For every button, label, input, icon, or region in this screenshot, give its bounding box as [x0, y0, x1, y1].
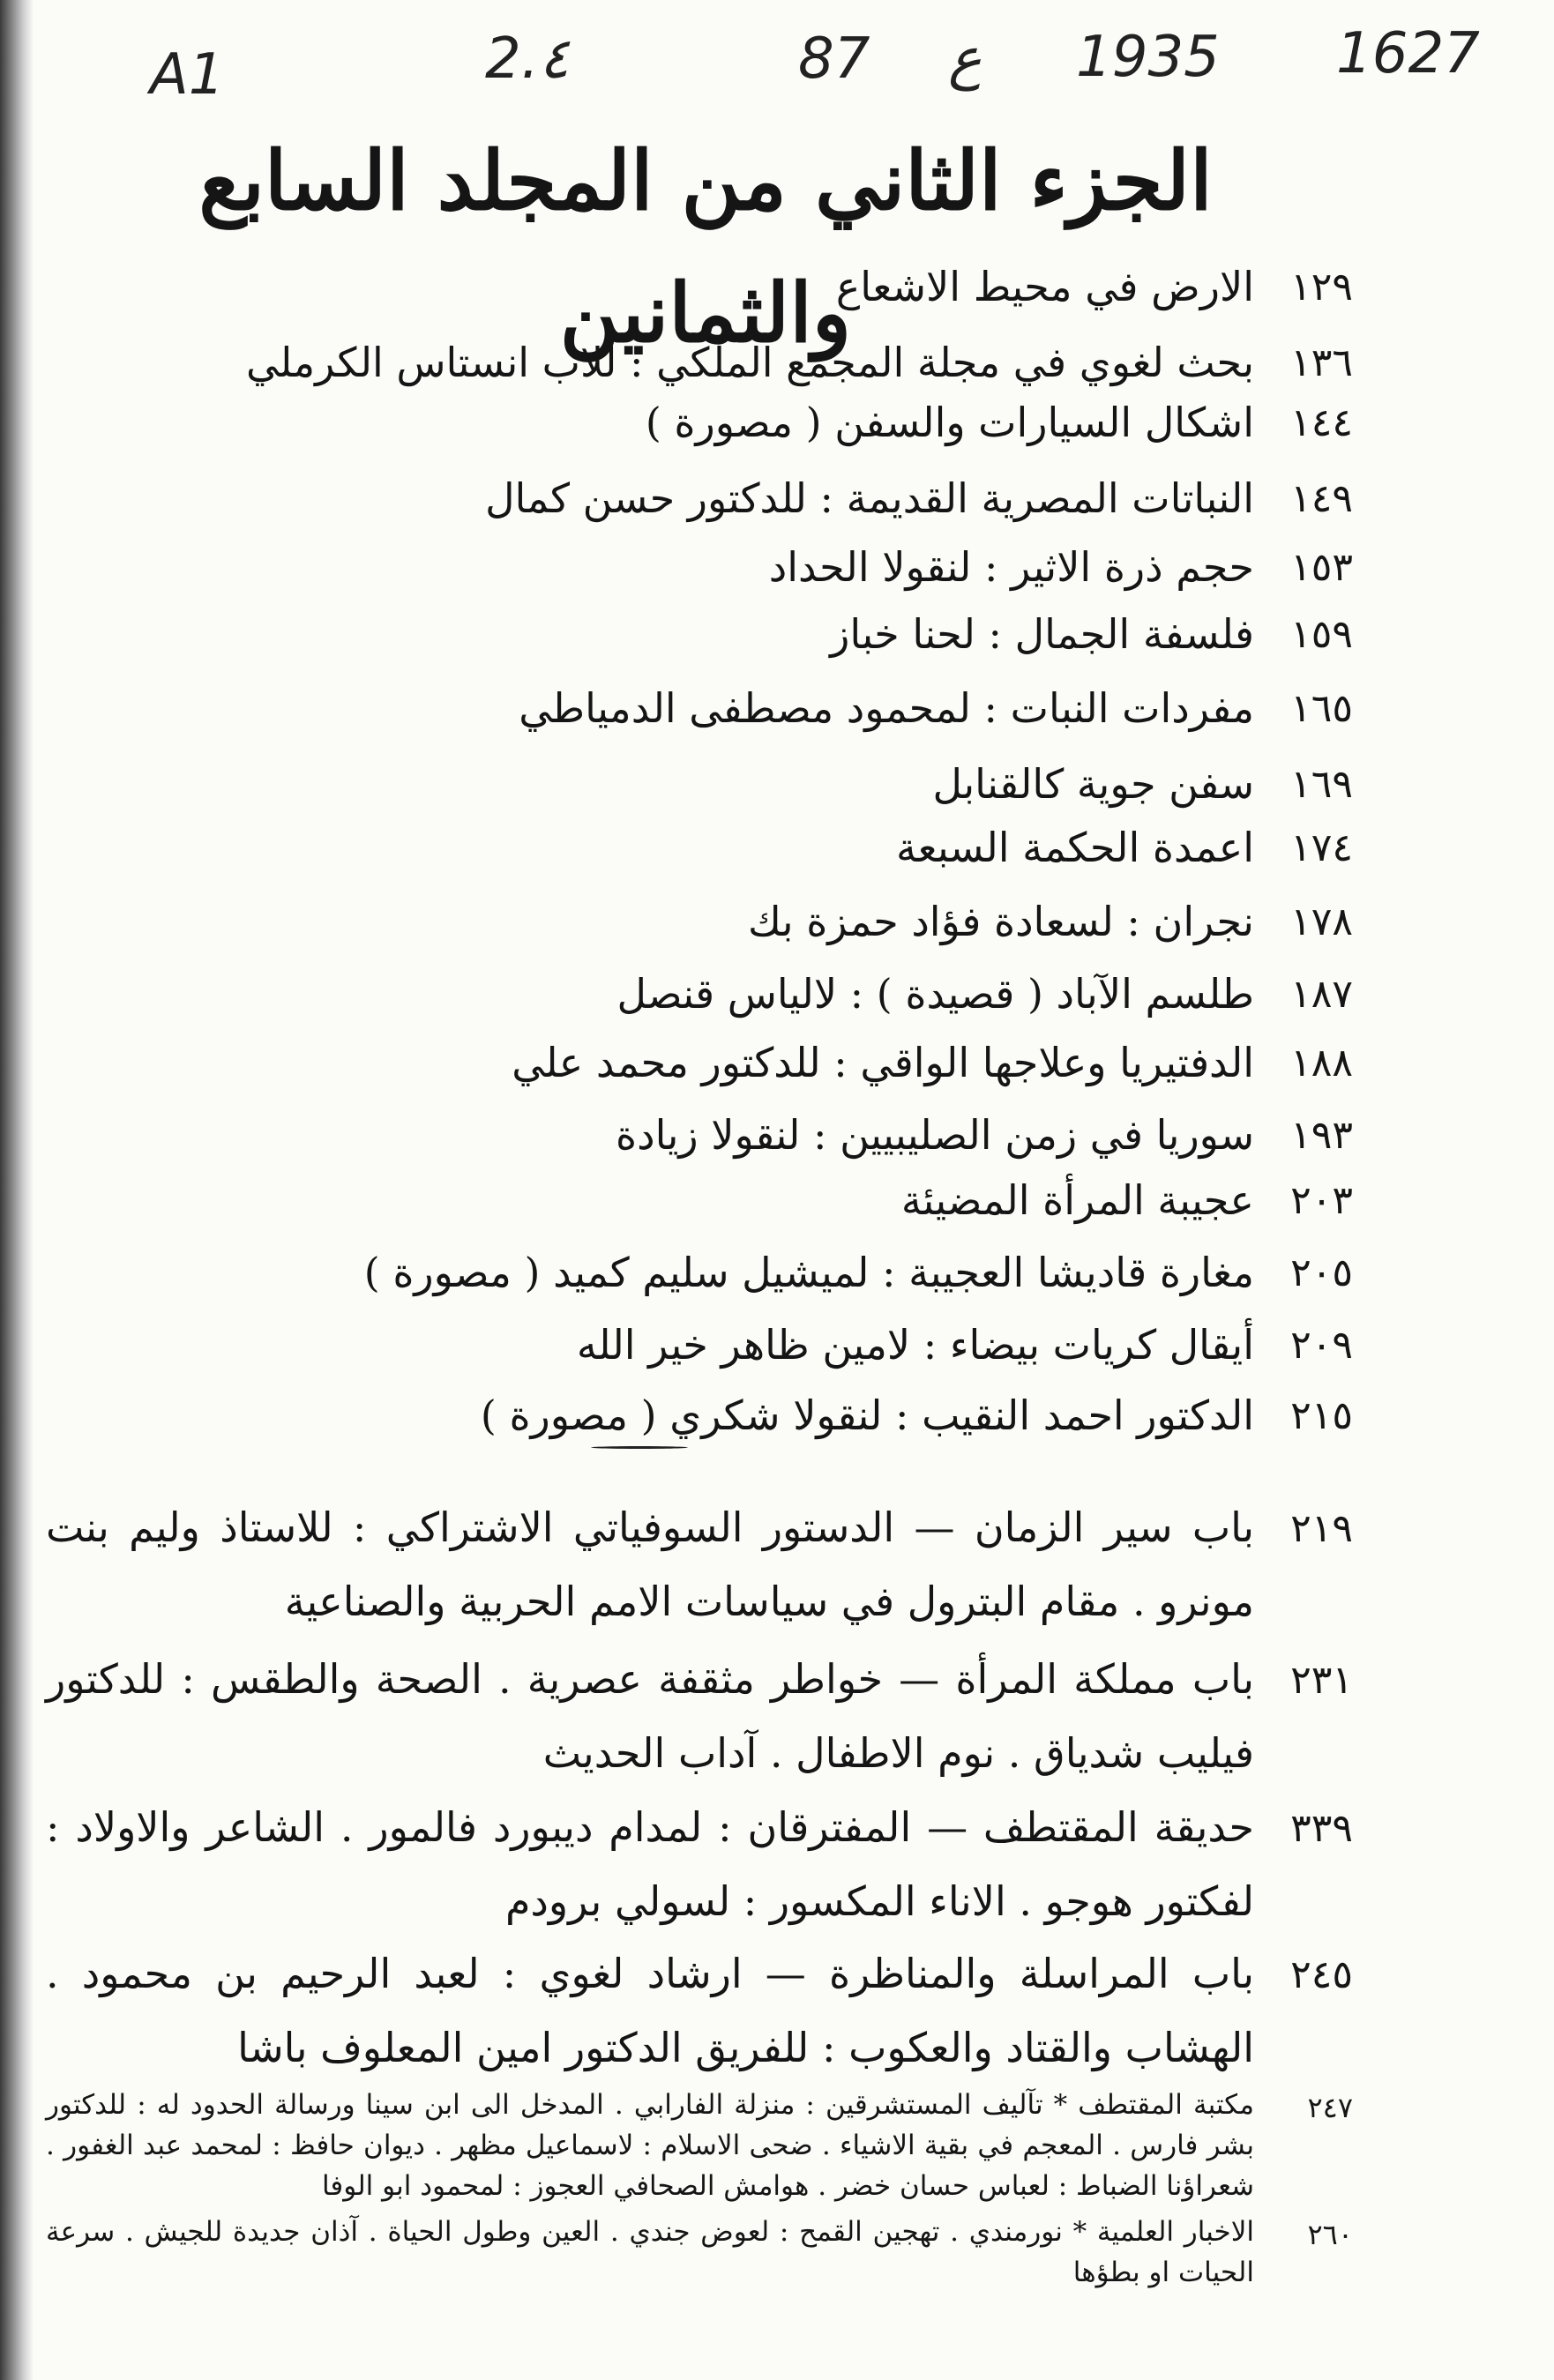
page-number: ١٣٦ — [1290, 340, 1353, 385]
entry-title: مفردات النبات : لمحمود مصطفى الدمياطي — [519, 684, 1254, 732]
page-number: ١٤٤ — [1290, 400, 1353, 445]
entry-title: سوريا في زمن الصليبيين : لنقولا زيادة — [615, 1111, 1254, 1159]
scan-edge-shadow — [0, 0, 34, 2380]
page-number: ١٩٣ — [1290, 1113, 1353, 1158]
page-number: ١٢٩ — [1290, 265, 1353, 310]
page-number: ٢٤٥ — [1290, 1952, 1353, 1997]
page-number: ١٥٩ — [1290, 612, 1353, 657]
entry-title: اشكال السيارات والسفن ( مصورة ) — [645, 399, 1254, 446]
entry-title: الدكتور احمد النقيب : لنقولا شكري ( مصورة ) — [480, 1391, 1254, 1439]
section-divider — [591, 1446, 688, 1449]
catalog-mark: 2.٤ — [485, 26, 570, 92]
entry-title: سفن جوية كالقنابل — [932, 760, 1254, 808]
page-number: ١٧٨ — [1290, 899, 1353, 944]
entry-title: اعمدة الحكمة السبعة — [895, 824, 1254, 871]
section-title: حديقة المقتطف — المفترقان : لمدام ديبورد فالمور . الشاعر والاولاد : لفكتور هوجو . الاناء المكسور : لسولي برودم — [46, 1803, 1254, 1925]
entry-title: مغارة قاديشا العجيبة : لميشيل سليم كميد ( مصورة ) — [363, 1249, 1254, 1296]
page-number: ٢٤٧ — [1307, 2091, 1353, 2124]
entry-title: الارض في محيط الاشعاع — [835, 263, 1254, 310]
entry-title: النباتات المصرية القديمة : للدكتور حسن كمال — [485, 474, 1254, 522]
catalog-mark: ع — [948, 26, 982, 92]
page-number: ١٤٩ — [1290, 476, 1353, 521]
page-number: ١٥٣ — [1290, 545, 1353, 590]
page-title: الجزء الثاني من المجلد السابع والثمانين — [198, 133, 1213, 361]
section-title: باب سير الزمان — الدستور السوفياتي الاشتراكي : للاستاذ وليم بنت مونرو . مقام البترول في سياسات الامم الحربية والصناعية — [46, 1503, 1254, 1625]
page-number: ٢٠٩ — [1290, 1323, 1353, 1368]
section-title: باب المراسلة والمناظرة — ارشاد لغوي : لعبد الرحيم بن محمود . الهشاب والقتاد والعكوب : للفريق الدكتور امين المعلوف باشا — [46, 1950, 1254, 2071]
entry-title: طلسم الآباد ( قصيدة ) : لالياس قنصل — [616, 970, 1254, 1018]
page-number: ١٧٤ — [1290, 825, 1353, 870]
section-title: الاخبار العلمية * نورمندي . تهجين القمح : لعوض جندي . العين وطول الحياة . آذان جديدة للجيش . سرعة الحيات او بطؤها — [46, 2216, 1254, 2288]
entry-title: حجم ذرة الاثير : لنقولا الحداد — [768, 543, 1254, 591]
page-number: ٣٣٩ — [1290, 1806, 1353, 1851]
page-number: ٢٦٠ — [1307, 2218, 1353, 2251]
entry-title: بحث لغوي في مجلة المجمع الملكي : للاب انستاس الكرملي — [245, 339, 1254, 386]
page-number: ٢٠٥ — [1290, 1250, 1353, 1295]
section-title: مكتبة المقتطف * تآليف المستشرقين : منزلة الفارابي . المدخل الى ابن سينا ورسالة الحدود له : للدكتور بشر فارس . المعجم في بقية الاشياء . ضحى الاسلام : لاسماعيل مظهر . ديوان حافظ : لمحمد عبد الغفور . شعراؤنا الضباط : لعباس حسان خضر . هوامش الصحافي العجوز : لمحمود ابو الوفا — [46, 2089, 1254, 2202]
page-number: ٢٠٣ — [1290, 1178, 1353, 1223]
section-title: باب مملكة المرأة — خواطر مثقفة عصرية . الصحة والطقس : للدكتور فيليب شدياق . نوم الاطفال . آداب الحديث — [46, 1655, 1254, 1777]
entry-title: فلسفة الجمال : لحنا خباز — [830, 610, 1254, 658]
page-number: ١٨٧ — [1290, 972, 1353, 1017]
catalog-mark: 1627 — [1336, 21, 1480, 86]
catalog-mark: A1 — [150, 42, 225, 108]
entry-title: عجيبة المرأة المضيئة — [900, 1176, 1254, 1224]
catalog-marks — [150, 18, 1526, 106]
entry-title: الدفتيريا وعلاجها الواقي : للدكتور محمد علي — [512, 1039, 1254, 1086]
page-number: ٢١٥ — [1290, 1393, 1353, 1438]
page-number: ١٨٨ — [1290, 1041, 1353, 1086]
catalog-mark: 1935 — [1076, 25, 1220, 90]
entry-title: أيقال كريات بيضاء : لامين ظاهر خير الله — [576, 1321, 1254, 1369]
page-number: ١٦٥ — [1290, 686, 1353, 731]
entry-title: نجران : لسعادة فؤاد حمزة بك — [748, 898, 1254, 945]
catalog-mark: 87 — [798, 26, 870, 92]
page-number: ١٦٩ — [1290, 762, 1353, 807]
page-number: ٢١٩ — [1290, 1506, 1353, 1551]
page-number: ٢٣١ — [1290, 1658, 1353, 1703]
